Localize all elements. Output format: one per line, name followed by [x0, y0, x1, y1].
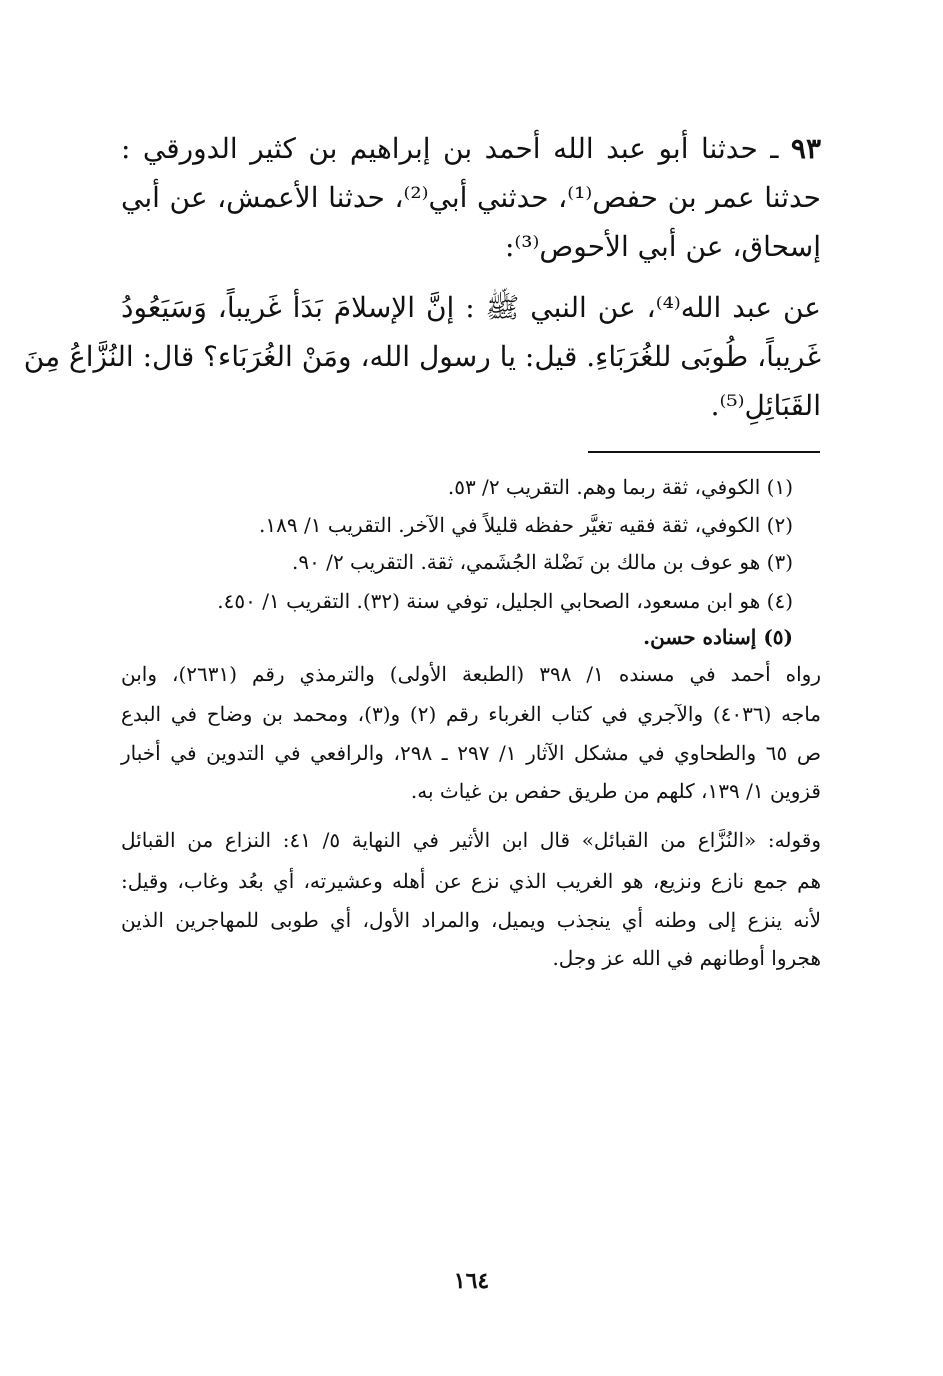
footnote-5-line-3: ص ٦٥ والطحاوي في مشكل الآثار ١/ ٢٩٧ ـ ٢٩٨، والرافعي في التدوين في أخبار — [121, 741, 821, 765]
hadith-line-1 — [121, 129, 821, 169]
note-line-4: هجروا أوطانهم في الله عز وجل. — [552, 946, 821, 970]
hadith-line-6: القَبَائِلِ⁽⁵⁾. — [710, 389, 821, 422]
hadith-line-5: غَريباً، طُوبَى للغُرَبَاءِ. قيل: يا رسول الله، ومَنْ الغُرَبَاء؟ قال: النُزَّاعُ مِنَ — [23, 340, 821, 373]
footnote-5-line-1: رواه أحمد في مسنده ١/ ٣٩٨ (الطبعة الأولى) والترمذي رقم (٢٦٣١)، وابن — [121, 662, 821, 686]
hadith-line-4: عن عبد الله⁽⁴⁾، عن النبي ﷺ : إنَّ الإسلامَ بَدَأ غَريباً، وَسَيَعُودُ — [121, 291, 821, 324]
footnote-1: (١) الكوفي، ثقة ربما وهم. التقريب ٢/ ٥٣. — [447, 475, 793, 499]
hadith-line-3: إسحاق، عن أبي الأحوص⁽³⁾: — [504, 230, 821, 263]
note-line-2: هم جمع نازع ونزيع، هو الغريب الذي نزع عن أهله وعشيرته، أي بعُد وغاب، وقيل: — [121, 869, 821, 893]
note-line-1: وقوله: «النُزَّاع من القبائل» قال ابن الأثير في النهاية ٥/ ٤١: النزاع من القبائل — [121, 828, 821, 852]
page-number: ١٦٤ — [453, 1268, 490, 1294]
footnote-2: (٢) الكوفي، ثقة فقيه تغيَّر حفظه قليلاً في الآخر. التقريب ١/ ١٨٩. — [259, 513, 793, 537]
footnote-5-line-4: قزوين ١/ ١٣٩، كلهم من طريق حفص بن غياث به. — [410, 779, 821, 803]
hadith-line-1-text: ـ حدثنا أبو عبد الله أحمد بن إبراهيم بن كثير الدورقي : — [121, 132, 791, 165]
footnote-5: (٥) إسناده حسن. — [643, 625, 793, 649]
footnote-separator — [588, 451, 820, 453]
note-line-3: لأنه ينزع إلى وطنه أي ينجذب ويميل، والمراد الأول، أي طوبى للمهاجرين الذين — [121, 908, 821, 932]
hadith-number: ٩٣ — [790, 132, 821, 165]
hadith-line-2: حدثنا عمر بن حفص⁽¹⁾، حدثني أبي⁽²⁾، حدثنا الأعمش، عن أبي — [121, 181, 821, 214]
footnote-3: (٣) هو عوف بن مالك بن نَضْلة الجُشَمي، ثقة. التقريب ٢/ ٩٠. — [291, 550, 793, 574]
footnote-5-line-2: ماجه (٤٠٣٦) والآجري في كتاب الغرباء رقم (٢) و(٣)، ومحمد بن وضاح في البدع — [121, 702, 822, 726]
footnote-4: (٤) هو ابن مسعود، الصحابي الجليل، توفي سنة (٣٢). التقريب ١/ ٤٥٠. — [217, 589, 793, 613]
